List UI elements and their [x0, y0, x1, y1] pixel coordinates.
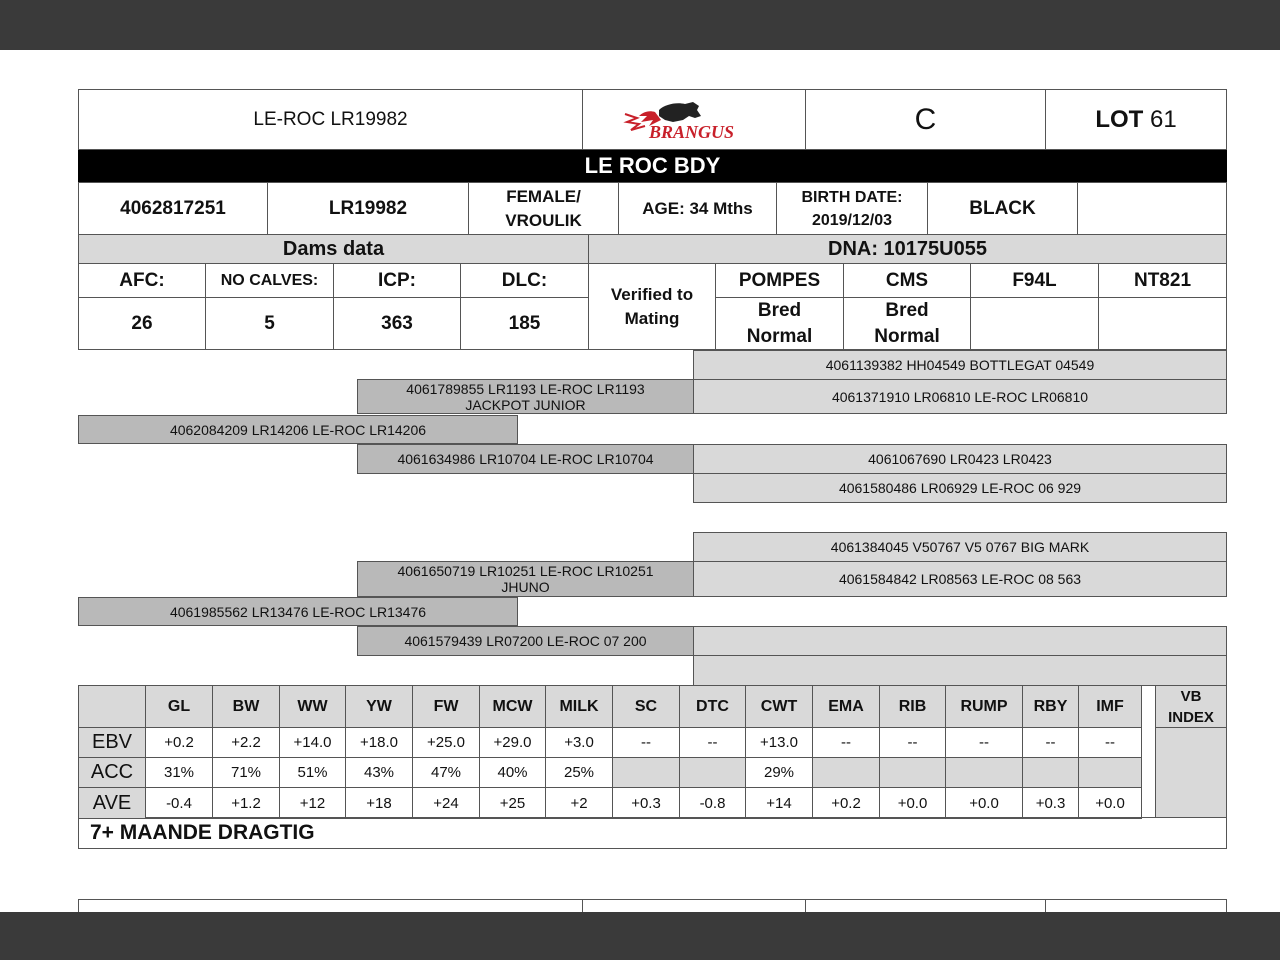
ebv-col-rby: RBY	[1022, 685, 1079, 728]
ebv-cell-acc-mcw: 40%	[479, 757, 546, 788]
pedigree-sire-sire	[357, 379, 694, 414]
ebv-cell-ave-dtc: -0.8	[679, 787, 746, 819]
reg-number: 4062817251	[78, 182, 268, 235]
pedigree-dss: 4061384045 V50767 V5 0767 BIG MARK	[693, 532, 1227, 562]
ebv-row-label-ave: AVE	[78, 787, 146, 819]
ebv-cell-ebv-fw: +25.0	[412, 727, 480, 758]
sex-line-1: FEMALE/	[506, 186, 581, 206]
next-record-cell-1	[78, 899, 583, 912]
icp-label: ICP:	[333, 263, 461, 298]
ebv-cell-ave-ww: +12	[279, 787, 346, 819]
pedigree-sire: 4062084209 LR14206 LE-ROC LR14206	[78, 415, 518, 444]
vb-index-header	[1155, 685, 1227, 728]
dlc-value: 185	[460, 297, 589, 350]
ebv-cell-ave-fw: +24	[412, 787, 480, 819]
ebv-cell-ave-yw: +18	[345, 787, 413, 819]
ebv-col-dtc: DTC	[679, 685, 746, 728]
pedigree-sss: 4061139382 HH04549 BOTTLEGAT 04549	[693, 350, 1227, 380]
ebv-cell-acc-rby	[1022, 757, 1079, 788]
ebv-cell-ave-gl: -0.4	[145, 787, 213, 819]
pedigree-sds: 4061067690 LR0423 LR0423	[693, 444, 1227, 474]
ebv-cell-ebv-rby: --	[1022, 727, 1079, 758]
ebv-col-fw: FW	[412, 685, 480, 728]
ebv-corner	[78, 685, 146, 728]
herd-id: LR19982	[267, 182, 469, 235]
ebv-cell-acc-cwt: 29%	[745, 757, 813, 788]
ebv-col-milk: MILK	[545, 685, 613, 728]
ebv-cell-ave-mcw: +25	[479, 787, 546, 819]
pedigree-sire-dam: 4061634986 LR10704 LE-ROC LR10704	[357, 444, 694, 474]
ebv-cell-ebv-ww: +14.0	[279, 727, 346, 758]
sex	[468, 182, 619, 235]
ebv-col-gl: GL	[145, 685, 213, 728]
ebv-cell-ave-rib: +0.0	[879, 787, 946, 819]
svg-text:BRANGUS: BRANGUS	[649, 121, 735, 142]
cms-label: CMS	[843, 263, 971, 298]
ebv-cell-ave-milk: +2	[545, 787, 613, 819]
sire-sire-line-1: 4061789855 LR1193 LE-ROC LR1193	[406, 380, 645, 397]
pedigree-dds	[693, 626, 1227, 656]
ebv-cell-ave-cwt: +14	[745, 787, 813, 819]
next-record-cell-3	[805, 899, 1046, 912]
ebv-cell-acc-sc	[612, 757, 680, 788]
ebv-cell-ebv-cwt: +13.0	[745, 727, 813, 758]
vb-line-2: INDEX	[1168, 708, 1214, 726]
cms-value	[843, 297, 971, 350]
lot-box	[1045, 89, 1227, 150]
dlc-label: DLC:	[460, 263, 589, 298]
ebv-cell-ebv-bw: +2.2	[212, 727, 280, 758]
ebv-cell-acc-yw: 43%	[345, 757, 413, 788]
ebv-cell-acc-ema	[812, 757, 880, 788]
ebv-cell-ebv-mcw: +29.0	[479, 727, 546, 758]
ebv-cell-ave-bw: +1.2	[212, 787, 280, 819]
viewer-bottom-bar	[0, 912, 1280, 960]
dam-sire-line-1: 4061650719 LR10251 LE-ROC LR10251	[397, 563, 654, 579]
ebv-cell-ave-imf: +0.0	[1078, 787, 1142, 819]
pompes-line-2: Normal	[746, 325, 813, 347]
ebv-cell-acc-rib	[879, 757, 946, 788]
ebv-cell-ave-rump: +0.0	[945, 787, 1023, 819]
birth-date-value: 2019/12/03	[811, 211, 893, 229]
vb-index-value	[1155, 727, 1227, 818]
ebv-cell-ave-sc: +0.3	[612, 787, 680, 819]
ebv-cell-acc-imf	[1078, 757, 1142, 788]
pedigree-dam-dam: 4061579439 LR07200 LE-ROC 07 200	[357, 626, 694, 656]
bull-logo-icon	[619, 96, 769, 144]
verified-to-mating	[588, 263, 716, 350]
sire-sire-line-2: JACKPOT JUNIOR	[465, 396, 586, 413]
ebv-col-ema: EMA	[812, 685, 880, 728]
ebv-col-rump: RUMP	[945, 685, 1023, 728]
lot-label: LOT	[1095, 105, 1144, 133]
ebv-cell-ebv-sc: --	[612, 727, 680, 758]
no-calves-label: NO CALVES:	[205, 263, 334, 298]
ebv-col-yw: YW	[345, 685, 413, 728]
ebv-cell-ebv-yw: +18.0	[345, 727, 413, 758]
verified-line-2: Mating	[624, 308, 680, 328]
nt821-value	[1098, 297, 1227, 350]
coat-color: BLACK	[927, 182, 1078, 235]
ebv-cell-acc-fw: 47%	[412, 757, 480, 788]
pregnancy-note: 7+ MAANDE DRAGTIG	[78, 817, 1227, 849]
ebv-col-bw: BW	[212, 685, 280, 728]
ebv-col-mcw: MCW	[479, 685, 546, 728]
ebv-cell-ebv-gl: +0.2	[145, 727, 213, 758]
nt821-label: NT821	[1098, 263, 1227, 298]
pedigree-sdd: 4061580486 LR06929 LE-ROC 06 929	[693, 473, 1227, 503]
birth-date-label: BIRTH DATE:	[801, 188, 903, 206]
cms-line-2: Normal	[874, 325, 940, 347]
lot-page	[0, 50, 1280, 912]
ebv-col-imf: IMF	[1078, 685, 1142, 728]
pedigree-dsd: 4061584842 LR08563 LE-ROC 08 563	[693, 561, 1227, 597]
ebv-cell-acc-milk: 25%	[545, 757, 613, 788]
pompes-label: POMPES	[715, 263, 844, 298]
pedigree-ddd	[693, 655, 1227, 686]
ebv-row-label-ebv: EBV	[78, 727, 146, 758]
next-record-cell-4	[1045, 899, 1227, 912]
ebv-cell-acc-gl: 31%	[145, 757, 213, 788]
dams-data-title: Dams data	[78, 234, 589, 264]
brangus-logo	[582, 89, 806, 150]
animal-name: LE ROC BDY	[78, 150, 1227, 182]
ebv-col-sc: SC	[612, 685, 680, 728]
no-calves-value: 5	[205, 297, 334, 350]
ebv-cell-ave-ema: +0.2	[812, 787, 880, 819]
verified-line-1: Verified to	[610, 284, 694, 304]
dna-number: DNA: 10175U055	[588, 234, 1227, 264]
lot-number: 61	[1149, 105, 1177, 133]
grade: C	[805, 89, 1046, 150]
ebv-cell-ebv-rump: --	[945, 727, 1023, 758]
ebv-cell-acc-dtc	[679, 757, 746, 788]
f94l-value	[970, 297, 1099, 350]
sex-line-2: VROULIK	[505, 210, 582, 230]
ebv-cell-acc-bw: 71%	[212, 757, 280, 788]
viewer-top-bar	[0, 0, 1280, 50]
ebv-row-label-acc: ACC	[78, 757, 146, 788]
birth-date	[776, 182, 928, 235]
age: AGE: 34 Mths	[618, 182, 777, 235]
pompes-value	[715, 297, 844, 350]
ebv-cell-acc-ww: 51%	[279, 757, 346, 788]
pedigree-ssd: 4061371910 LR06810 LE-ROC LR06810	[693, 379, 1227, 414]
ebv-cell-ebv-milk: +3.0	[545, 727, 613, 758]
ebv-cell-ebv-rib: --	[879, 727, 946, 758]
ebv-cell-ebv-dtc: --	[679, 727, 746, 758]
ebv-cell-acc-rump	[945, 757, 1023, 788]
pedigree-dam: 4061985562 LR13476 LE-ROC LR13476	[78, 597, 518, 626]
ebv-col-cwt: CWT	[745, 685, 813, 728]
f94l-label: F94L	[970, 263, 1099, 298]
ebv-col-ww: WW	[279, 685, 346, 728]
cms-line-1: Bred	[885, 299, 929, 321]
next-record-logo-cell	[582, 899, 806, 912]
pompes-line-1: Bred	[757, 299, 802, 321]
vb-line-1: VB	[1180, 687, 1202, 705]
icp-value: 363	[333, 297, 461, 350]
afc-label: AFC:	[78, 263, 206, 298]
ebv-cell-ebv-imf: --	[1078, 727, 1142, 758]
animal-id: LE-ROC LR19982	[78, 89, 583, 150]
ebv-cell-ebv-ema: --	[812, 727, 880, 758]
afc-value: 26	[78, 297, 206, 350]
ebv-cell-ave-rby: +0.3	[1022, 787, 1079, 819]
info-extra	[1077, 182, 1227, 235]
ebv-col-rib: RIB	[879, 685, 946, 728]
pedigree-dam-sire	[357, 561, 694, 597]
dam-sire-line-2: JHUNO	[501, 579, 550, 595]
